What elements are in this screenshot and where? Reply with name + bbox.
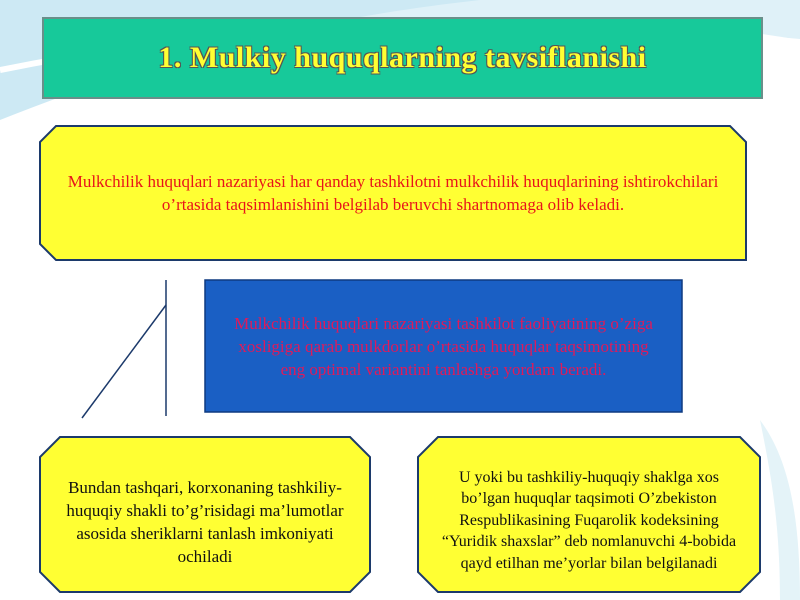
box-bottom-left-text: Bundan tashqari, korxonaning tashkiliy-huquqiy shakli to’g’risidagi ma’lumotlar asosida sheriklarni tanlash imkoniyati ochiladi — [66, 477, 344, 566]
box-top-text: Mulkchilik huquqlari nazariyasi har qanday tashkilotni mulkchilik huquqlarining ishtirokchilari o’rtasida taqsimlanishini belgilab beruvchi shartnomaga olib keladi. — [67, 172, 719, 214]
box-bottom-right-text: U yoki bu tashkiliy-huquqiy shaklga xos bo’lgan huquqlar taqsimoti O’zbekiston Respublikasining Fuqarolik kodeksining “Yuridik shaxslar” deb nomlanuvchi 4-bobida qayd etilhan me’yorlar bilan belgilanadi — [441, 468, 737, 572]
connector-diagonal-line — [82, 305, 166, 418]
slide-title: 1. Mulkiy huquqlarning tavsiflanishi — [158, 41, 647, 74]
box-middle-text: Mulkchilik huquqlari nazariyasi tashkilot faoliyatining o’ziga xosligiga qarab mulkdorlar o’rtasida huquqlar taqsimotining eng optimal variantini tanlashga yordam beradi. — [234, 313, 653, 379]
title-banner — [42, 17, 763, 99]
